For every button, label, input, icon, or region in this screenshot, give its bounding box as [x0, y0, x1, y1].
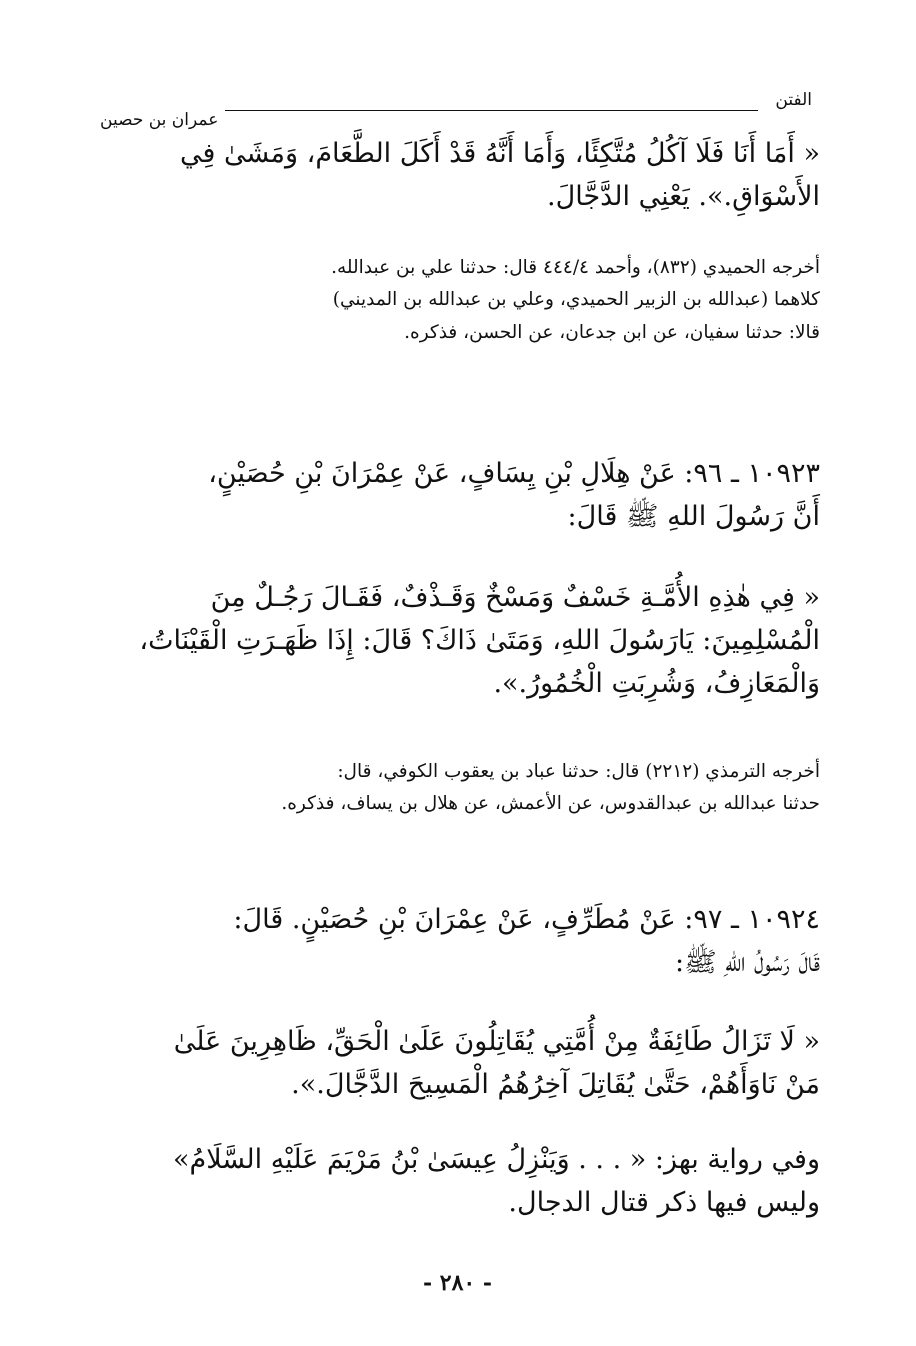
- text-line: ١٠٩٢٣ ـ ٩٦: عَنْ هِلَالِ بْنِ يِسَافٍ، عَنْ عِمْرَانَ بْنِ حُصَيْنٍ،: [208, 458, 820, 489]
- note-line: كلاهما (عبدالله بن الزبير الحميدي، وعلي بن عبدالله بن المديني): [332, 289, 820, 311]
- text-line: أَنَّ رَسُولَ اللهِ ﷺ قَالَ:: [567, 501, 820, 533]
- text-line: « أَمَا أَنَا فَلَا آكُلُ مُتَّكِئًا، وَأَمَا أَنَّهُ قَدْ أَكَلَ الطَّعَامَ، وَمَشَىٰ فِي: [179, 138, 820, 169]
- header-rule: [225, 110, 758, 111]
- text-line: وفي رواية بهز: « . . . وَيَنْزِلُ عِيسَىٰ بْنُ مَرْيَمَ عَلَيْهِ السَّلَامُ»: [172, 1144, 820, 1175]
- hadith-text: [95, 132, 820, 218]
- page-number: - ٢٨٠ -: [422, 1270, 493, 1296]
- takhrij-note: [95, 756, 820, 821]
- header-chapter-title: عمران بن حصين: [100, 110, 219, 130]
- note-line: حدثنا عبدالله بن عبدالقدوس، عن الأعمش، عن هلال بن يساف، فذكره.: [281, 793, 820, 815]
- note-line: أخرجه الحميدي (٨٣٢)، وأحمد ٤٤٤/٤ قال: حدثنا علي بن عبدالله.: [331, 257, 820, 278]
- text-line: « فِي هٰذِهِ الأُمَّـةِ خَسْفٌ وَمَسْخٌ وَقَـذْفٌ، فَقَـالَ رَجُـلٌ مِنَ: [210, 582, 820, 613]
- note-line: أخرجه الترمذي (٢٢١٢) قال: حدثنا عباد بن يعقوب الكوفي، قال:: [337, 761, 820, 782]
- header-book-title: الفتن: [775, 90, 812, 110]
- hadith-isnad: [95, 452, 820, 538]
- text-line: وليس فيها ذكر قتال الدجال.: [508, 1187, 820, 1219]
- text-line: قَالَ رَسُولُ اللهِ ﷺ:: [674, 947, 820, 979]
- hadith-text: [95, 576, 820, 706]
- hadith-text: [95, 1020, 820, 1106]
- running-header: [95, 90, 820, 130]
- document-page: [95, 80, 820, 1330]
- hadith-isnad: [95, 898, 820, 984]
- text-line: مَنْ نَاوَأَهُمْ، حَتَّىٰ يُقَاتِلَ آخِرُهُمُ الْمَسِيحَ الدَّجَّالَ.».: [291, 1069, 820, 1101]
- text-line: الأَسْوَاقِ.». يَعْنِي الدَّجَّالَ.: [547, 181, 820, 213]
- text-line: الْمُسْلِمِينَ: يَارَسُولَ اللهِ، وَمَتَىٰ ذَاكَ؟ قَالَ: إِذَا ظَهَـرَتِ الْقَيْنَاتُ،: [139, 625, 820, 657]
- text-line: « لَا تَزَالُ طَائِفَةٌ مِنْ أُمَّتِي يُقَاتِلُونَ عَلَىٰ الْحَقِّ، ظَاهِرِينَ عَلَىٰ: [173, 1026, 820, 1057]
- riwaya-note: [95, 1138, 820, 1224]
- note-line: قالا: حدثنا سفيان، عن ابن جدعان، عن الحسن، فذكره.: [404, 321, 820, 343]
- takhrij-note: [95, 252, 820, 349]
- text-line: وَالْمَعَازِفُ، وَشُرِبَتِ الْخُمُورُ.».: [493, 668, 820, 700]
- text-line: ١٠٩٢٤ ـ ٩٧: عَنْ مُطَرِّفٍ، عَنْ عِمْرَانَ بْنِ حُصَيْنٍ. قَالَ:: [233, 904, 820, 935]
